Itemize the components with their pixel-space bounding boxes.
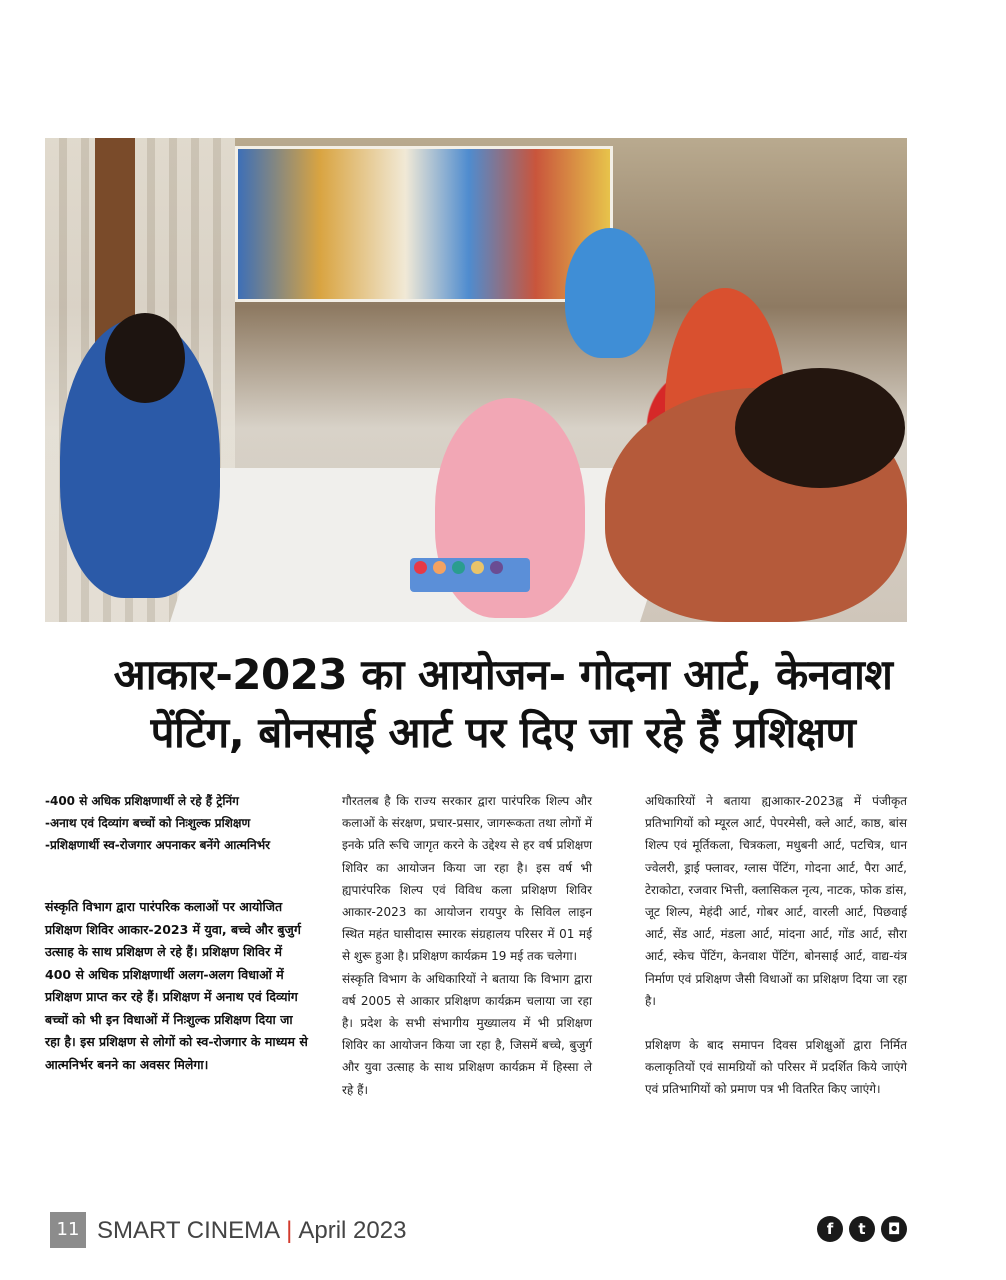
issue-date: April 2023	[298, 1217, 407, 1244]
footer-separator: |	[286, 1217, 293, 1244]
column-2	[342, 790, 592, 1101]
headline	[40, 646, 966, 762]
photo-paint-palette	[410, 558, 530, 592]
page-number: 11	[50, 1212, 86, 1248]
highlight-item: -400 से अधिक प्रशिक्षणार्थी ले रहे हैं ट्रेनिंग	[45, 794, 239, 808]
photo-person-man	[565, 228, 655, 358]
magazine-name	[97, 1217, 406, 1245]
highlights	[45, 790, 310, 856]
headline-line-2: पेंटिंग, बोनसाई आर्ट पर दिए जा रहे हैं प्रशिक्षण	[150, 708, 856, 757]
workshop-photo	[45, 138, 907, 622]
photo-person-head-foreground	[735, 368, 905, 488]
facebook-icon[interactable]: f	[817, 1216, 843, 1242]
twitter-icon[interactable]: t	[849, 1216, 875, 1242]
body-paragraph: अधिकारियों ने बताया ह्यआकार-2023ह्व में पंजीकृत प्रतिभागियों को म्यूरल आर्ट, पेपरमेसी, क्ले आर्ट, काष्ठ, बांस शिल्प एवं मूर्तिकला, चित्रकला, मधुबनी आर्ट, पटचित्र, धान ज्वेलरी, ड्राई फ्लावर, ग्लास पेंटिंग, गोदना आर्ट, पैरा आर्ट, टेराकोटा, रजवार भित्ती, क्लासिकल नृत्य, नाटक, फोक डांस, जूट शिल्प, मेहंदी आर्ट, गोबर आर्ट, वारली आर्ट, पिछवाई आर्ट, सेंड आर्ट, मंडला आर्ट, मांदना आर्ट, गोंड आर्ट, सौरा आर्ट, स्केच पेंटिंग, केनवाश पेंटिंग, बोनसाई आर्ट, वाद्य-यंत्र निर्माण एवं प्रशिक्षण जैसी विधाओं का प्रशिक्षण दिया जा रहा है।	[645, 794, 907, 1008]
photo-painting-display	[235, 146, 613, 302]
page-footer	[45, 1212, 907, 1252]
headline-line-1: आकार-2023 का आयोजन- गोदना आर्ट, केनवाश	[113, 650, 893, 699]
instagram-icon[interactable]: ◘	[881, 1216, 907, 1242]
magazine-title: SMART CINEMA	[97, 1217, 281, 1244]
body-paragraph: संस्कृति विभाग के अधिकारियों ने बताया कि विभाग द्वारा वर्ष 2005 से आकार प्रशिक्षण कार्यक्रम चलाया जा रहा है। प्रदेश के सभी संभागीय मुख्यालय में भी प्रशिक्षण शिविर का आयोजन किया जा रहा है, जिसमें बच्चे, बुजुर्ग और युवा उत्साह के साथ प्रशिक्षण कार्यक्रम में हिस्सा ले रहे हैं।	[342, 971, 592, 1097]
highlight-item: -प्रशिक्षणार्थी स्व-रोजगार अपनाकर बनेंगे आत्मनिर्भर	[45, 838, 271, 852]
column-3	[645, 790, 907, 1101]
photo-person-head	[105, 313, 185, 403]
column-1	[45, 790, 310, 1076]
lead-paragraph: संस्कृति विभाग द्वारा पारंपरिक कलाओं पर आयोजित प्रशिक्षण शिविर आकार-2023 में युवा, बच्चे और बुजुर्ग उत्साह के साथ प्रशिक्षण ले रहे हैं। प्रशिक्षण शिविर में 400 से अधिक प्रशिक्षणार्थी अलग-अलग विधाओं में प्रशिक्षण प्राप्त कर रहे हैं। प्रशिक्षण में अनाथ एवं दिव्यांग बच्चों को भी इन विधाओं में निःशुल्क प्रशिक्षण दिया जा रहा है। इस प्रशिक्षण से लोगों को स्व-रोजगार के माध्यम से आत्मनिर्भर बनने का अवसर मिलेगा।	[45, 899, 308, 1072]
body-paragraph: प्रशिक्षण के बाद समापन दिवस प्रशिक्षुओं द्वारा निर्मित कलाकृतियों एवं सामग्रियों को परिसर में प्रदर्शित किये जाएंगे एवं प्रतिभागियों को प्रमाण पत्र भी वितरित किए जाएंगे।	[645, 1038, 907, 1097]
body-paragraph: गौरतलब है कि राज्य सरकार द्वारा पारंपरिक शिल्प और कलाओं के संरक्षण, प्रचार-प्रसार, जागरूकता तथा लोगों में इनके प्रति रूचि जागृत करने के उद्देश्य से हर वर्ष प्रशिक्षण शिविर का आयोजन किया जा रहा है। इस वर्ष भी ह्यपारंपरिक शिल्प एवं विविध कला प्रशिक्षण शिविर आकार-2023 का आयोजन रायपुर के सिविल लाइन स्थित महंत घासीदास स्मारक संग्रहालय परिसर में 01 मई से शुरू हुआ है। प्रशिक्षण कार्यक्रम 19 मई तक चलेगा।	[342, 794, 592, 964]
highlight-item: -अनाथ एवं दिव्यांग बच्चों को निःशुल्क प्रशिक्षण	[45, 816, 251, 830]
social-links	[817, 1216, 907, 1242]
